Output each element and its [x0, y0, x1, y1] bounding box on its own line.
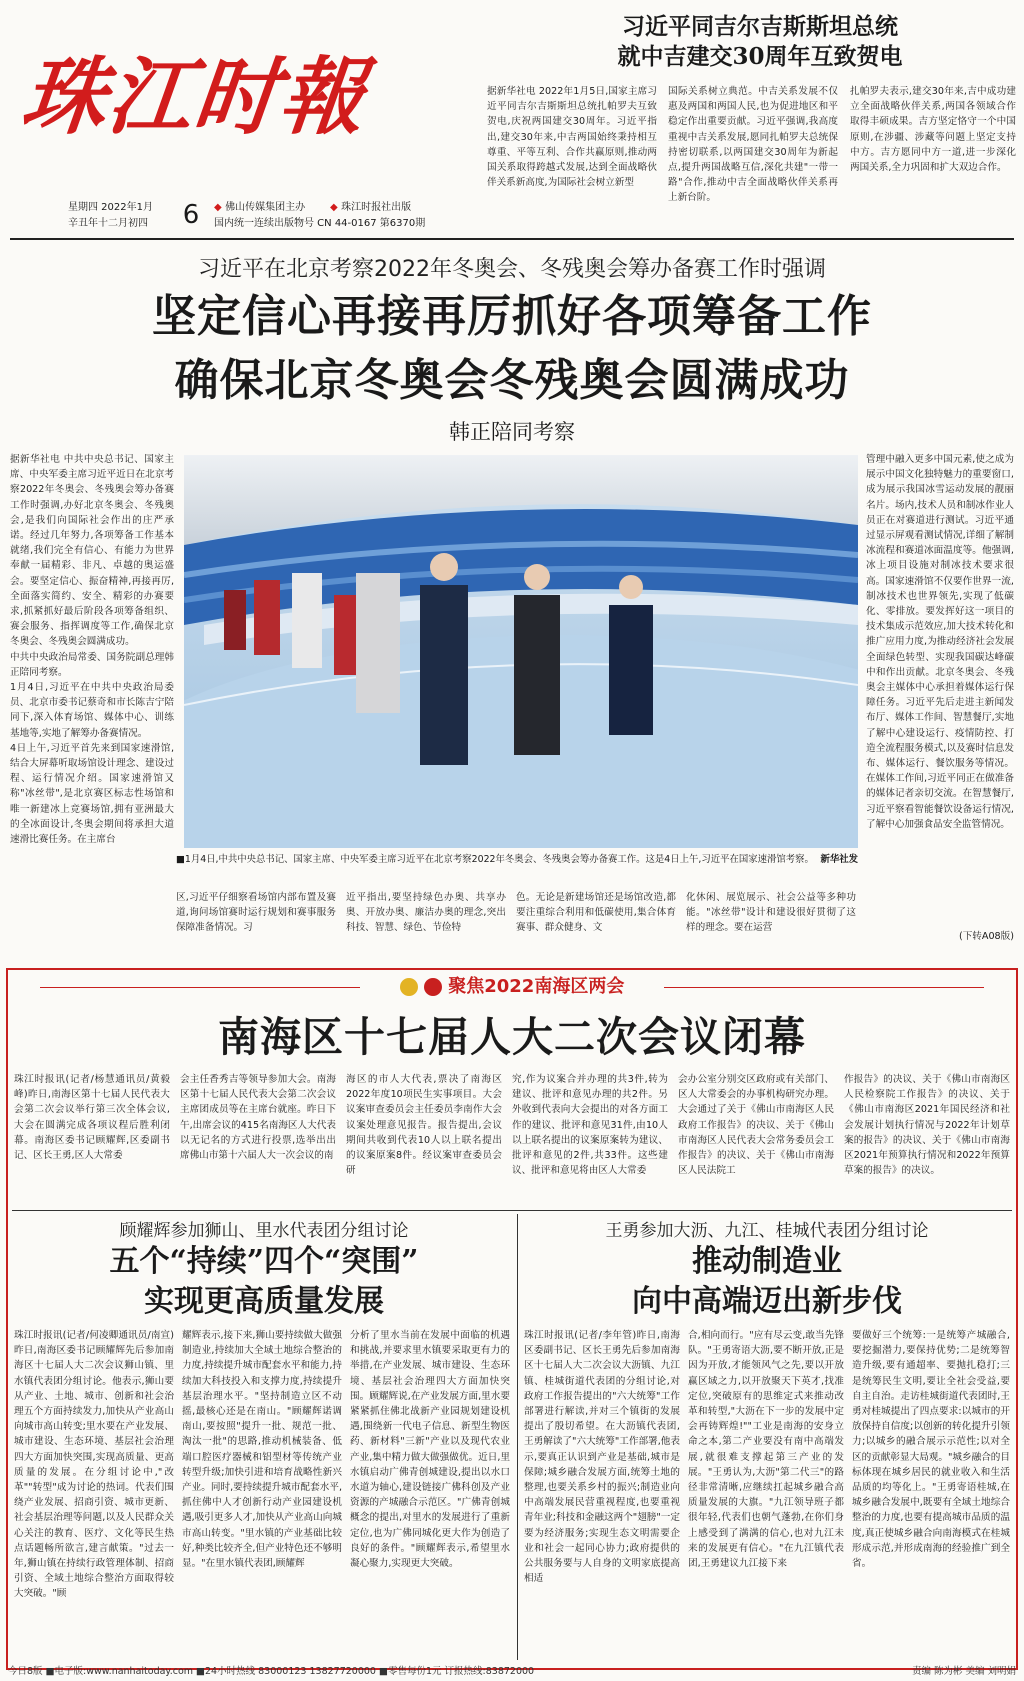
right-story-kicker: 王勇参加大沥、九江、桂城代表团分组讨论: [605, 1221, 929, 1241]
right-story-title-line2: 向中高端迈出新步伐: [632, 1284, 902, 1319]
left-story-col3: 分析了里水当前在发展中面临的机遇和挑战,并要求里水镇要采取更有力的举措,在产业发展、城市建设、生态环境、基层社会治理四大方面加快突围。顾耀辉说,在产业发展方面,里水要紧紧抓住佛北战新产业园规划建设机遇,围绕新一代电子信息、新型生物医药、新材料"三新"产业以及现代农业产业,集中精力做大做强做优。近日,里水镇启动广佛青创城建设,提出以水口水道为轴心,建设链接广佛科创及产业资源的产城融合示范区。"广佛青创城概念的提出,对里水的发展进行了重新定位,也为广佛同城化更大作为创造了良好的条件。"顾耀辉表示,希望里水凝心聚力,实现更大突破。: [350, 1330, 510, 1570]
lead-title-line2: 确保北京冬奥会冬残奥会圆满成功: [174, 355, 850, 406]
footer: [0, 1663, 1024, 1681]
lead-left-column: [10, 452, 174, 942]
left-story-col2: 耀辉表示,接下来,狮山要持续做大做强制造业,持续加大全域土地综合整治的力度,持续提升城市配套水平和能力,持续加大科技投入和支撑力度,持续提升基层治理水平。"坚持制造立区不动摇,最核心还是在南山。"顾耀辉诺调南山,要按照"提升一批、规范一批、淘汰一批"的思路,推动机械装备、低端口腔医疗器械和铝型材等传统产业转型升级;加快引进和培育战略性新兴产业。同时,要持续提升城市配套水平,抓住佛中人才创新行动产业园建设机遇,吸引更多人才,加快从产业高山向城市高山转变。"里水镇的产业基础比较好,种类比较齐全,但产业特色还不够明显。"在里水镇代表团,顾耀辉: [182, 1330, 342, 1570]
lead-bottom-col4: 化休闲、展览展示、社会公益等多种功能。"冰丝带"设计和建设很好贯彻了这样的理念。要在运营: [686, 892, 856, 934]
focus-col1: 珠江时报讯(记者/杨慧通讯员/黄毅峰)昨日,南海区第十七届人民代表大会第二次会议举行第三次全体会议,大会在圆满完成各项议程后胜利闭幕。南海区委书记顾耀辉,区委副书记、区长王勇,区人大常委: [14, 1074, 170, 1162]
emblem-icon: [400, 978, 418, 996]
focus-col3: 海区的市人大代表,票决了南海区2022年度10项民生实事项目。大会议案审查委员会主任委员李南作大会议案处理意见报告。报告提出,会议期间共收到代表10人以上联名提出的议案原案8件。经议案审查委员会研: [346, 1074, 502, 1177]
lead-kicker: 习近平在北京考察2022年冬奥会、冬残奥会筹办备赛工作时强调: [198, 257, 826, 282]
focus-banner-rule-left: [40, 987, 360, 988]
lead-bottom-col3: 色。无论是新建场馆还是场馆改造,都要注重综合利用和低碳使用,集合体育赛事、群众健身、文: [516, 892, 676, 934]
footer-left: 今日8版 ■电子版:www.nanhaitoday.com ■24小时热线 83000123 13827720000 ■零售每份1元 订报热线:83872000: [8, 1666, 535, 1677]
lead-paragraph-1: 据新华社电 中共中央总书记、国家主席、中央军委主席习近平近日在北京考察2022年冬奥会、冬残奥会筹办备赛工作时强调,办好北京冬奥会、冬残奥会,是我们向国际社会作出的庄严承诺。经过几年努力,各项筹备工作基本就绪,我们完全有信心、有能力为世界奉献一届精彩、非凡、卓越的奥运盛会。要坚定信心、振奋精神,再接再厉,全面落实简约、安全、精彩的办赛要求,抓紧抓好最后阶段各项筹备组织、赛会服务、指挥调度等工作,确保北京冬奥会、冬残奥会圆满成功。: [10, 454, 174, 648]
focus-col6: 作报告》的决议、关于《佛山市南海区人民检察院工作报告》的决议、关于《佛山市南海区2021年国民经济和社会发展计划执行情况与2022年计划草案的报告》的决议、关于《佛山市南海区2021年预算执行情况和2022年预算草案的报告》的决议。: [844, 1074, 1010, 1177]
lead-photo: [184, 455, 858, 848]
lead-continued: (下转A08版): [958, 931, 1014, 942]
top-news-col3: 扎帕罗夫表示,建交30年来,吉中成功建立全面战略伙伴关系,两国各领域合作取得丰硕成果。吉方坚定恪守一个中国原则,在涉疆、涉藏等问题上坚定支持中方。吉方愿同中方一道,进一步深化两国关系,全力巩固和扩大双边合作。: [850, 86, 1016, 174]
masthead-divider: [10, 238, 1014, 240]
left-story-col1: 珠江时报讯(记者/何凌卿通讯员/南宣)昨日,南海区委书记顾耀辉先后参加南海区十七届人大二次会议狮山镇、里水镇代表团分组讨论。他表示,狮山要从产业、土地、城市、创新和社会治理五个方面持续发力,加快从产业高山向城市高山转变;里水要在产业发展、城市建设、生态环境、基层社会治理四大方面加快突围,实现高质量、更高质量的发展。在分组讨论中,"改革""转型"成为讨论的热词。代表们围绕产业发展、招商引资、城市更新、社会基层治理等问题,以及人民群众关心关注的教育、医疗、文化等民生热点话题畅所欲言,建言献策。"过去一年,狮山镇在持续行政管理体制、招商引资、全域土地综合整治方面取得较大突破。"顾: [14, 1330, 174, 1600]
focus-vertical-divider: [517, 1214, 518, 1660]
right-story-col2: 合,相向而行。"应有尽云变,敢当先锋队。"王勇寄语大沥,要不断开放,正是因为开放,才能领风气之先,要以开放赢区域之力,以开放聚天下英才,找准定位,突破原有的思维定式来推动改革和转型,"大沥在下一步的发展中定会再铸辉煌!""工业是南海的安身立命之本,第二产业要没有南中高端发展,就很难支撑起第三产业的发展。"王勇认为,大沥"第二代三"的路径非常清晰,应继续扛起城乡融合高质量发展的大旗。"九江领导班子都很年轻,代表们也朝气蓬勃,在你们身上感受到了满满的信心,也对九江未来的发展更有信心。"在九江镇代表团,王勇建议九江接下来: [688, 1330, 844, 1570]
focus-title: 南海区十七届人大二次会议闭幕: [218, 1013, 806, 1061]
footer-right: 责编 陈为彬 美编 刘明娟: [911, 1666, 1016, 1677]
photo-caption-text: ■1月4日,中共中央总书记、国家主席、中央军委主席习近平在北京考察2022年冬奥会、冬残奥会筹办备赛工作。这是4日上午,习近平在国家速滑馆考察。: [176, 854, 814, 865]
top-news-title-line1: 习近平同吉尔吉斯斯坦总统: [622, 13, 898, 40]
date-line: 星期四 2022年1月: [68, 202, 153, 213]
lead-bottom-col1: 区,习近平仔细察看场馆内部布置及赛道,询问场馆赛时运行规划和赛事服务保障准备情况。习: [176, 892, 336, 934]
masthead-logo: 珠江时報: [16, 47, 372, 146]
top-news-col2: 国际关系树立典范。中吉关系发展不仅惠及两国和两国人民,也为促进地区和平稳定作出重要贡献。习近平强调,我高度重视中吉关系发展,愿同扎帕罗夫总统保持密切联系,以两国建交30周年为新起点,提升两国战略互信,深化共建"一带一路"合作,推动中吉全面战略伙伴关系再上新台阶。: [668, 86, 838, 204]
lead-subtitle: 韩正陪同考察: [449, 420, 575, 444]
issn-line: 国内统一连续出版物号 CN 44-0167 第6370期: [214, 218, 426, 229]
right-story-title-line1: 推动制造业: [692, 1244, 842, 1279]
emblem-icon-2: [424, 978, 442, 996]
focus-col2: 会主任香秀吉等领导参加大会。南海区第十七届人民代表大会第二次会议主席团成员等在主席台就座。昨日下午,出席会议的415名南海区人大代表以无记名的方式进行投票,选举出出席佛山市第十六届人大一次会议的南: [180, 1074, 336, 1162]
left-story-kicker: 顾耀辉参加狮山、里水代表团分组讨论: [119, 1221, 409, 1241]
speed-skating-oval-photo: [184, 455, 858, 848]
right-story-col1: 珠江时报讯(记者/李年管)昨日,南海区委副书记、区长王勇先后参加南海区十七届人大二次会议大沥镇、九江镇、桂城街道代表团的分组讨论,对政府工作报告提出的"六大统筹"工作部署进行解读,并对三个镇街的发展提出了殷切希望。在大沥镇代表团,王勇解读了"六大统筹"工作部署,他表示,要真正认识到产业是基础,城市是保障;城乡融合发展方面,统筹土地的整理,也要关系乡村的振兴;制造业向中高端发展民营重视程度,也要重视青年业;科技和金融这两个"翅膀"一定要为经济服务;实现生态文明需要企业和社会一起同心协力;政府提供的公共服务要与人自身的文明家底提高相适: [524, 1330, 680, 1585]
lunar-line: 辛丑年十二月初四: [68, 218, 148, 229]
page-number: 6: [182, 200, 200, 230]
focus-divider: [12, 1210, 1012, 1211]
sponsor-2: ◆ 珠江时报社出版: [330, 202, 412, 213]
lead-paragraph-3: 1月4日,习近平在中共中央政治局委员、北京市委书记蔡奇和市长陈吉宁陪同下,深入体育场馆、媒体中心、训练基地等,实地了解筹办备赛情况。: [10, 682, 174, 739]
lead-paragraph-2: 中共中央政治局常委、国务院副总理韩正陪同考察。: [10, 651, 174, 678]
sponsor-1: ◆ 佛山传媒集团主办: [214, 202, 306, 213]
brand-icon-2: ◆: [330, 202, 342, 213]
focus-banner-text: 聚焦2022南海区两会: [448, 976, 625, 997]
lead-title-line1: 坚定信心再接再厉抓好各项筹备工作: [152, 291, 872, 342]
photo-credit: 新华社发: [820, 854, 858, 865]
focus-col4: 究,作为议案合并办理的共3件,转为建议、批评和意见办理的共2件。另外收到代表向大会提出的对各方面工作的建议、批评和意见31件,由10人以上联名提出的议案原案转为建议、批评和意见的2件,共33件。这些建议、批评和意见将由区人大常委: [512, 1074, 668, 1177]
focus-banner-rule-right: [664, 987, 984, 988]
top-news-title: [520, 12, 1000, 74]
right-story-col3: 要做好三个统筹:一是统筹产城融合,要挖掘潜力,要保持优势;二是统筹智造升级,要有通超率、要抛扎稳打;三是统筹民生文明,要让全社会受益,要自主自治。走访桂城街道代表团时,王勇对桂城提出了四点要求:以城市的开放保持自信度;以创新的转化提升引领力;以城乡的融合展示示范性;以对全区的贡献彰显大局观。"城乡融合的目标体现在城乡居民的就业收入和生活品质的均等化上。"王勇寄语桂城,在城乡融合发展中,既要有全域土地综合整治的力度,也要有提高城市品质的温度,真正使城乡融合向南海模式在桂城形成示范,并形成南海的经验推广到全省。: [852, 1330, 1010, 1570]
left-story-title-line2: 实现更高质量发展: [144, 1284, 384, 1319]
brand-icon: ◆: [214, 202, 226, 213]
photo-caption: [176, 852, 858, 886]
lead-right-column: 管理中融入更多中国元素,使之成为展示中国文化独特魅力的重要窗口,成为展示我国冰雪运动发展的靓丽名片。场内,技术人员和制冰作业人员正在对赛道进行测试。习近平通过显示屏观看测试情况,详细了解制冰流程和赛道冰面温度等。他强调,冰上项目设施对制冰技术要求很高。国家速滑馆不仅要作世界一流,制冰技术也世界领先,实现了低碳化、零排放。要发挥好这一项目的技术集成示范效应,加大技术转化和推广应用力度,为推动经济社会发展全面绿色转型、实现我国碳达峰碳中和作出贡献。北京冬奥会、冬残奥会主媒体中心承担着媒体运行保障任务。习近平先后走进主新闻发布厅、媒体工作间、智慧餐厅,实地了解中心建设运行、疫情防控、打造全流程服务模式,以及赛时信息发布、媒体运行、餐饮服务等情况。在媒体工作间,习近平同正在做准备的媒体记者亲切交流。在智慧餐厅,习近平察看智能餐饮设备运行情况,了解中心加强食品安全监管情况。: [866, 454, 1014, 830]
lead-paragraph-4: 4日上午,习近平首先来到国家速滑馆,结合大屏幕听取场馆设计理念、建设过程、运行情况介绍。国家速滑馆又称"冰丝带",是北京赛区标志性场馆和唯一新建冰上竞赛场馆,拥有亚洲最大的全冰面设计,冬奥会期间将承担大道速滑比赛任务。在主席台: [10, 742, 174, 846]
lead-bottom-col2: 近平指出,要坚持绿色办奥、共享办奥、开放办奥、廉洁办奥的理念,突出科技、智慧、绿色、节俭特: [346, 892, 506, 934]
top-news-col1: 据新华社电 2022年1月5日,国家主席习近平同吉尔吉斯斯坦总统扎帕罗夫互致贺电,庆祝两国建交30周年。习近平指出,建交30年来,中吉两国始终秉持相互尊重、平等互利、合作共赢原则,推动两国关系取得跨越式发展,达到全面战略伙伴关系新高度,为国际社会树立新型: [487, 86, 657, 189]
masthead-info: [68, 198, 478, 234]
focus-col5: 会办公室分别交区政府或有关部门、区人大常委会的办事机构研究办理。大会通过了关于《佛山市南海区人民政府工作报告》的决议、关于《佛山市南海区人民代表大会常务委员会工作报告》的决议、关于《佛山市南海区人民法院工: [678, 1074, 834, 1177]
top-news-title-line2: 就中吉建交30周年互致贺电: [617, 43, 903, 70]
left-story-title-line1: 五个“持续”四个“突围”: [109, 1244, 419, 1279]
